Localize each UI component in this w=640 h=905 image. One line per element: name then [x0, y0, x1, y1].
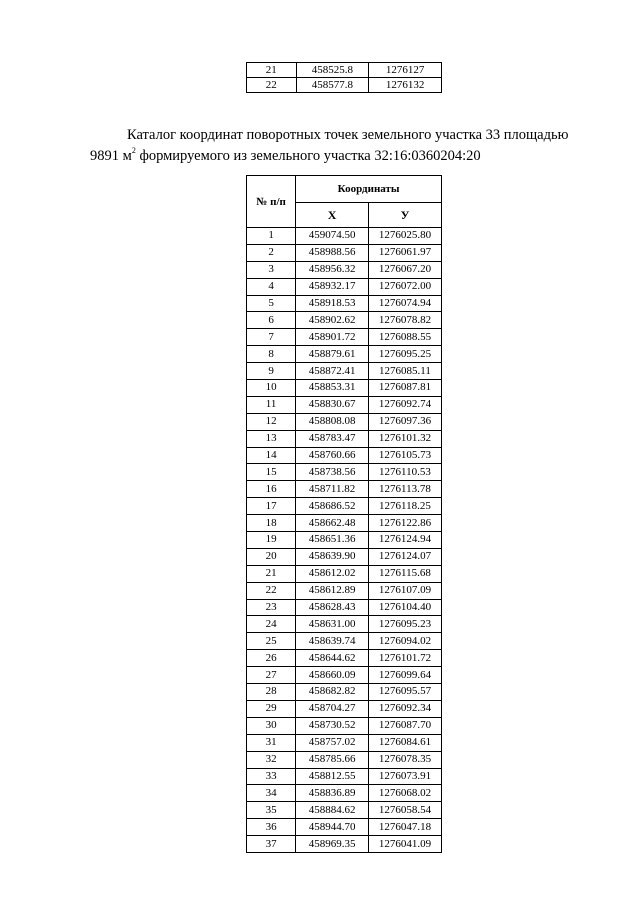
x-coordinate-cell: 458612.02: [296, 565, 369, 582]
x-coordinate-cell: 458853.31: [296, 380, 369, 397]
area-value: 9891 м: [90, 148, 132, 164]
table-row: [247, 532, 442, 549]
x-coordinate-cell: 458956.32: [296, 261, 369, 278]
table-row: [247, 244, 442, 261]
previous-coordinates-table: [246, 62, 442, 93]
point-number-cell: 11: [247, 396, 296, 413]
y-coordinate-cell: 1276073.91: [368, 768, 441, 785]
x-coordinate-cell: 458785.66: [296, 751, 369, 768]
point-number-cell: 6: [247, 312, 296, 329]
header-y: У: [368, 203, 441, 228]
table-row: [247, 396, 442, 413]
point-number-cell: 10: [247, 380, 296, 397]
point-number-cell: 12: [247, 413, 296, 430]
y-coordinate-cell: 1276101.32: [368, 430, 441, 447]
y-coordinate-cell: 1276110.53: [368, 464, 441, 481]
table-row: [247, 717, 442, 734]
x-coordinate-cell: 458808.08: [296, 413, 369, 430]
point-number-cell: 31: [247, 734, 296, 751]
area-unit-superscript: 2: [131, 146, 136, 155]
x-coordinate-cell: 458682.82: [296, 684, 369, 701]
table-row: [247, 78, 442, 93]
catalog-title-line2: [0, 147, 640, 165]
y-coordinate-cell: 1276085.11: [368, 363, 441, 380]
point-number-cell: 28: [247, 684, 296, 701]
point-number-cell: 3: [247, 261, 296, 278]
table-row: [247, 582, 442, 599]
y-coordinate-cell: 1276097.36: [368, 413, 441, 430]
table-row: [247, 363, 442, 380]
point-number-cell: 23: [247, 599, 296, 616]
x-coordinate-cell: 458577.8: [296, 78, 369, 93]
y-coordinate-cell: 1276127: [369, 63, 442, 78]
x-coordinate-cell: 458932.17: [296, 278, 369, 295]
y-coordinate-cell: 1276107.09: [368, 582, 441, 599]
y-coordinate-cell: 1276067.20: [368, 261, 441, 278]
y-coordinate-cell: 1276095.57: [368, 684, 441, 701]
y-coordinate-cell: 1276092.34: [368, 700, 441, 717]
point-number-cell: 8: [247, 346, 296, 363]
x-coordinate-cell: 458879.61: [296, 346, 369, 363]
point-number-cell: 25: [247, 633, 296, 650]
x-coordinate-cell: 458631.00: [296, 616, 369, 633]
point-number-cell: 2: [247, 244, 296, 261]
y-coordinate-cell: 1276092.74: [368, 396, 441, 413]
y-coordinate-cell: 1276061.97: [368, 244, 441, 261]
y-coordinate-cell: 1276041.09: [368, 836, 441, 853]
y-coordinate-cell: 1276025.80: [368, 228, 441, 245]
catalog-title-line1: Каталог координат поворотных точек земельного участка 33 площадью: [127, 127, 569, 143]
y-coordinate-cell: 1276101.72: [368, 650, 441, 667]
x-coordinate-cell: 458651.36: [296, 532, 369, 549]
x-coordinate-cell: 458872.41: [296, 363, 369, 380]
table-row: [247, 63, 442, 78]
point-number-cell: 37: [247, 836, 296, 853]
y-coordinate-cell: 1276084.61: [368, 734, 441, 751]
table-row: [247, 650, 442, 667]
y-coordinate-cell: 1276104.40: [368, 599, 441, 616]
x-coordinate-cell: 458704.27: [296, 700, 369, 717]
y-coordinate-cell: 1276115.68: [368, 565, 441, 582]
point-number-cell: 1: [247, 228, 296, 245]
y-coordinate-cell: 1276099.64: [368, 667, 441, 684]
x-coordinate-cell: 458830.67: [296, 396, 369, 413]
y-coordinate-cell: 1276078.35: [368, 751, 441, 768]
point-number-cell: 29: [247, 700, 296, 717]
point-number-cell: 15: [247, 464, 296, 481]
y-coordinate-cell: 1276095.23: [368, 616, 441, 633]
x-coordinate-cell: 458639.90: [296, 548, 369, 565]
y-coordinate-cell: 1276088.55: [368, 329, 441, 346]
table-row: [247, 380, 442, 397]
x-coordinate-cell: 458836.89: [296, 785, 369, 802]
y-coordinate-cell: 1276095.25: [368, 346, 441, 363]
point-number-cell: 13: [247, 430, 296, 447]
table-row: [247, 684, 442, 701]
x-coordinate-cell: 458612.89: [296, 582, 369, 599]
point-number-cell: 21: [247, 565, 296, 582]
y-coordinate-cell: 1276124.94: [368, 532, 441, 549]
x-coordinate-cell: 458639.74: [296, 633, 369, 650]
y-coordinate-cell: 1276132: [369, 78, 442, 93]
table-row: [247, 548, 442, 565]
point-number-cell: 7: [247, 329, 296, 346]
point-number-cell: 32: [247, 751, 296, 768]
y-coordinate-cell: 1276072.00: [368, 278, 441, 295]
x-coordinate-cell: 458783.47: [296, 430, 369, 447]
y-coordinate-cell: 1276105.73: [368, 447, 441, 464]
x-coordinate-cell: 458988.56: [296, 244, 369, 261]
table-row: [247, 430, 442, 447]
point-number-cell: 22: [247, 78, 297, 93]
point-number-cell: 9: [247, 363, 296, 380]
point-number-cell: 20: [247, 548, 296, 565]
catalog-table-header: [247, 176, 442, 228]
table-row: [247, 447, 442, 464]
table-row: [247, 481, 442, 498]
x-coordinate-cell: 458902.62: [296, 312, 369, 329]
x-coordinate-cell: 458730.52: [296, 717, 369, 734]
point-number-cell: 34: [247, 785, 296, 802]
table-row: [247, 819, 442, 836]
y-coordinate-cell: 1276094.02: [368, 633, 441, 650]
x-coordinate-cell: 458711.82: [296, 481, 369, 498]
x-coordinate-cell: 458660.09: [296, 667, 369, 684]
table-row: [247, 785, 442, 802]
x-coordinate-cell: 458884.62: [296, 802, 369, 819]
y-coordinate-cell: 1276087.70: [368, 717, 441, 734]
y-coordinate-cell: 1276122.86: [368, 515, 441, 532]
header-row: [247, 176, 442, 203]
table-row: [247, 565, 442, 582]
coordinates-catalog-table: [246, 175, 442, 853]
point-number-cell: 36: [247, 819, 296, 836]
point-number-cell: 33: [247, 768, 296, 785]
y-coordinate-cell: 1276118.25: [368, 498, 441, 515]
y-coordinate-cell: 1276087.81: [368, 380, 441, 397]
table-row: [247, 329, 442, 346]
point-number-cell: 16: [247, 481, 296, 498]
table-row: [247, 667, 442, 684]
table-row: [247, 312, 442, 329]
point-number-cell: 35: [247, 802, 296, 819]
table-row: [247, 295, 442, 312]
table-row: [247, 734, 442, 751]
x-coordinate-cell: 458628.43: [296, 599, 369, 616]
point-number-cell: 27: [247, 667, 296, 684]
x-coordinate-cell: 458969.35: [296, 836, 369, 853]
y-coordinate-cell: 1276113.78: [368, 481, 441, 498]
x-coordinate-cell: 458944.70: [296, 819, 369, 836]
header-coordinates: Координаты: [296, 176, 442, 203]
table-row: [247, 768, 442, 785]
point-number-cell: 5: [247, 295, 296, 312]
table-row: [247, 413, 442, 430]
table-row: [247, 278, 442, 295]
table-row: [247, 802, 442, 819]
x-coordinate-cell: 458757.02: [296, 734, 369, 751]
x-coordinate-cell: 459074.50: [296, 228, 369, 245]
x-coordinate-cell: 458901.72: [296, 329, 369, 346]
table-row: [247, 261, 442, 278]
x-coordinate-cell: 458918.53: [296, 295, 369, 312]
point-number-cell: 24: [247, 616, 296, 633]
y-coordinate-cell: 1276074.94: [368, 295, 441, 312]
point-number-cell: 17: [247, 498, 296, 515]
y-coordinate-cell: 1276124.07: [368, 548, 441, 565]
table-row: [247, 464, 442, 481]
point-number-cell: 19: [247, 532, 296, 549]
point-number-cell: 14: [247, 447, 296, 464]
y-coordinate-cell: 1276068.02: [368, 785, 441, 802]
table-row: [247, 751, 442, 768]
x-coordinate-cell: 458644.62: [296, 650, 369, 667]
header-x: Х: [296, 203, 369, 228]
catalog-table-body: [247, 228, 442, 853]
table-row: [247, 836, 442, 853]
x-coordinate-cell: 458738.56: [296, 464, 369, 481]
x-coordinate-cell: 458812.55: [296, 768, 369, 785]
table-row: [247, 346, 442, 363]
point-number-cell: 26: [247, 650, 296, 667]
table-row: [247, 515, 442, 532]
table-row: [247, 633, 442, 650]
table-row: [247, 616, 442, 633]
table-row: [247, 228, 442, 245]
x-coordinate-cell: 458525.8: [296, 63, 369, 78]
previous-coordinates-body: [247, 63, 442, 93]
x-coordinate-cell: 458686.52: [296, 498, 369, 515]
title-line2-rest: формируемого из земельного участка 32:16:0360204:20: [135, 148, 481, 164]
y-coordinate-cell: 1276058.54: [368, 802, 441, 819]
point-number-cell: 4: [247, 278, 296, 295]
header-point-number: № п/п: [247, 176, 296, 228]
y-coordinate-cell: 1276078.82: [368, 312, 441, 329]
point-number-cell: 21: [247, 63, 297, 78]
point-number-cell: 22: [247, 582, 296, 599]
table-row: [247, 599, 442, 616]
table-row: [247, 498, 442, 515]
y-coordinate-cell: 1276047.18: [368, 819, 441, 836]
point-number-cell: 18: [247, 515, 296, 532]
x-coordinate-cell: 458760.66: [296, 447, 369, 464]
point-number-cell: 30: [247, 717, 296, 734]
table-row: [247, 700, 442, 717]
x-coordinate-cell: 458662.48: [296, 515, 369, 532]
